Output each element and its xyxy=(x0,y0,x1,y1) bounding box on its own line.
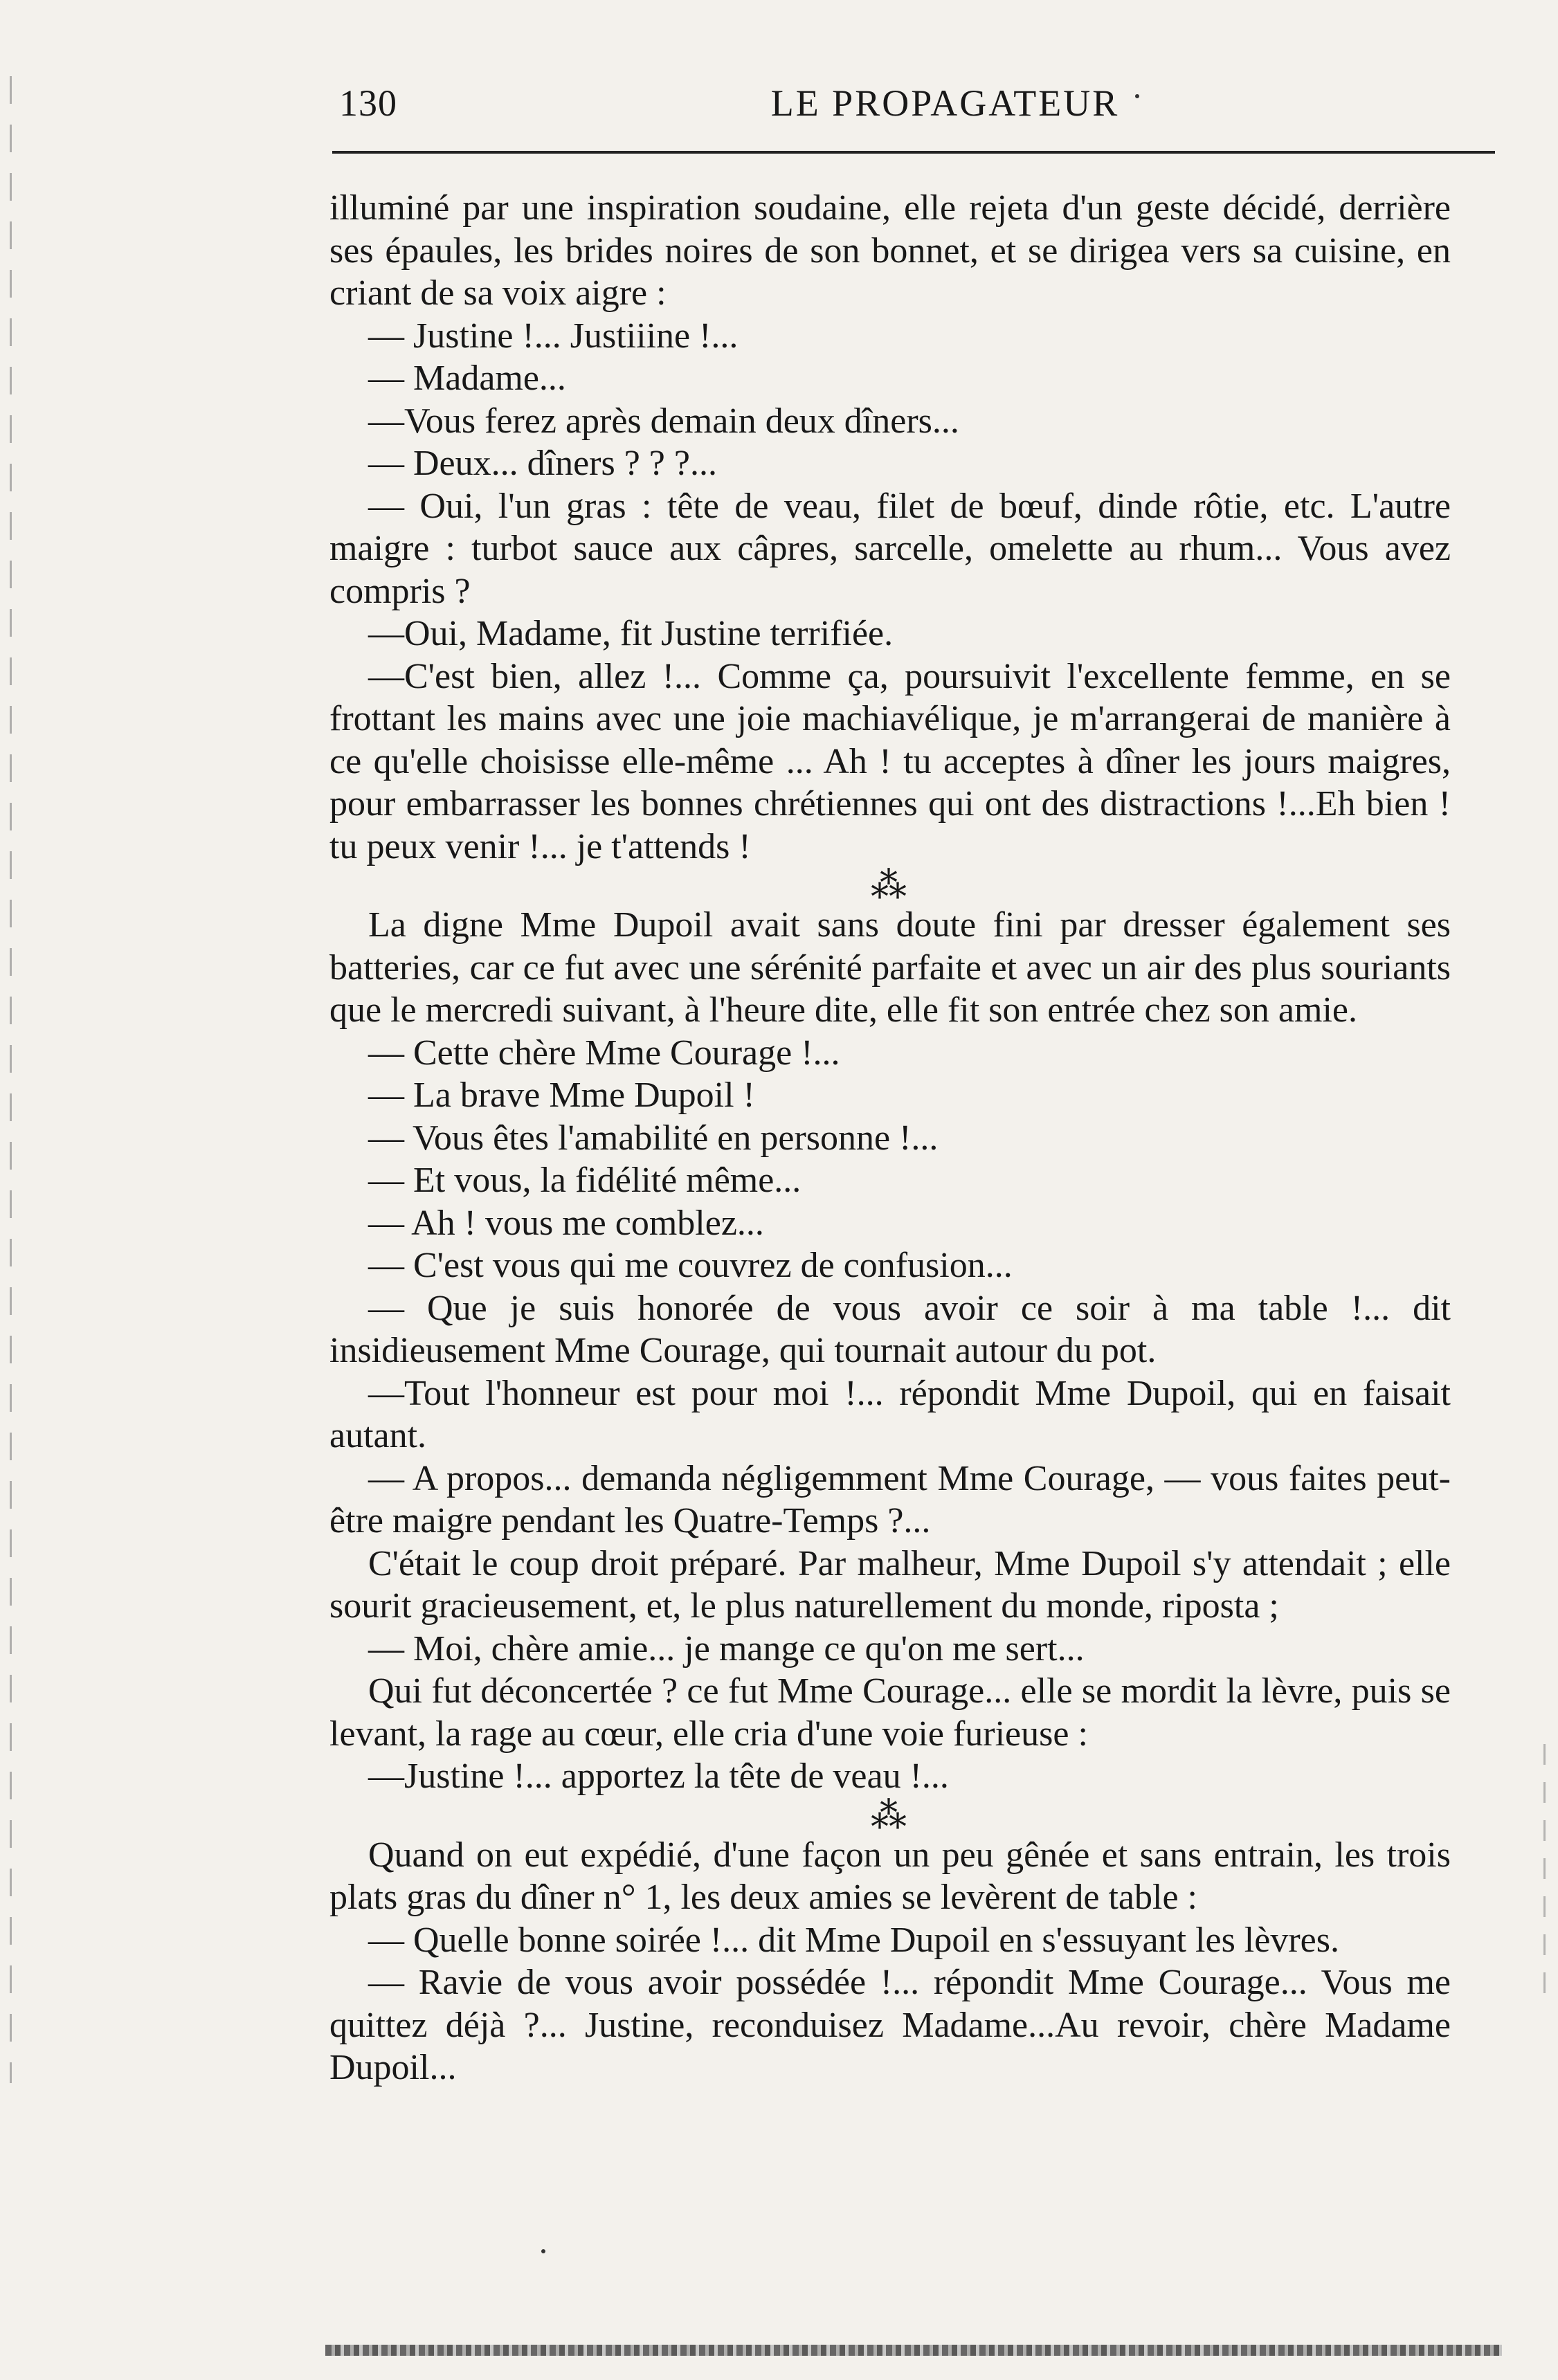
header-rule xyxy=(332,151,1495,154)
dialogue-line: — Moi, chère amie... je mange ce qu'on me sert... xyxy=(368,1628,1085,1669)
dialogue-line: — Cette chère Mme Courage !... xyxy=(368,1033,840,1073)
dialogue-line: —Justine !... apportez la tête de veau !... xyxy=(368,1756,949,1796)
running-title: LE PROPAGATEUR xyxy=(770,82,1120,124)
dialogue-line: —Vous ferez après demain deux dîners... xyxy=(368,401,959,441)
dialogue-line: — Quelle bonne soirée !... dit Mme Dupoil en s'essuyant les lèvres. xyxy=(368,1920,1339,1960)
dialogue-line: — Madame... xyxy=(368,358,566,398)
dialogue-line: — Ravie de vous avoir possédée !... répondit Mme Courage... Vous me quittez déjà ?... Justine, reconduisez Madame...Au revoir, chère Madame Dupoil... xyxy=(329,1963,1451,2087)
paragraph: Quand on eut expédié, d'une façon un peu gênée et sans entrain, les trois plats gras du dîner n° 1, les deux amies se levèrent de table : xyxy=(329,1835,1451,1917)
dialogue-line: —Tout l'honneur est pour moi !... répondit Mme Dupoil, qui en faisait autant. xyxy=(329,1373,1451,1455)
paragraph: La digne Mme Dupoil avait sans doute fini par dresser également ses batteries, car ce fut avec une sérénité parfaite et avec un air des plus souriants que le mercredi suivant, à l'heure dite, elle fit son entrée chez son amie. xyxy=(329,905,1451,1030)
section-asterism: ⁂ xyxy=(871,1796,909,1836)
dialogue-line: — Et vous, la fidélité même... xyxy=(368,1161,801,1200)
dialogue-line: — A propos... demanda négligemment Mme Courage, — vous faites peut-être maigre pendant les Quatre-Temps ?... xyxy=(329,1458,1451,1541)
page-number: 130 xyxy=(339,82,397,124)
dialogue-line: —Oui, Madame, fit Justine terrifiée. xyxy=(368,614,894,653)
page-header xyxy=(325,82,1475,130)
dialogue-line: — Oui, l'un gras : tête de veau, filet de bœuf, dinde rôtie, etc. L'autre maigre : turbot sauce aux câpres, sarcelle, omelette au rhum... Vous avez compris ? xyxy=(329,486,1451,611)
print-speck xyxy=(541,2249,545,2253)
section-asterism: ⁂ xyxy=(871,866,909,906)
paragraph: C'était le coup droit préparé. Par malheur, Mme Dupoil s'y attendait ; elle sourit gracieusement, et, le plus naturellement du monde, riposta ; xyxy=(329,1543,1451,1626)
dialogue-line: — Justine !... Justiiine !... xyxy=(368,316,739,356)
print-speck xyxy=(1135,94,1139,98)
paragraph: illuminé par une inspiration soudaine, elle rejeta d'un geste décidé, derrière ses épaules, les brides noires de son bonnet, et se dirigea vers sa cuisine, en criant de sa voix aigre : xyxy=(329,188,1451,313)
dialogue-line: — Ah ! vous me comblez... xyxy=(368,1203,764,1243)
bottom-scan-rule xyxy=(325,2345,1502,2356)
dialogue-line: — C'est vous qui me couvrez de confusion... xyxy=(368,1246,1013,1285)
dialogue-line: — Vous êtes l'amabilité en personne !... xyxy=(368,1118,939,1158)
dialogue-line: —C'est bien, allez !... Comme ça, poursuivit l'excellente femme, en se frottant les mains avec une joie machiavélique, je m'arrangerai de manière à ce qu'elle choisisse elle-même ... Ah ! tu acceptes à dîner les jours maigres, pour embarrasser les bonnes chrétiennes qui ont des distractions !...Eh bien ! tu peux venir !... je t'attends ! xyxy=(329,656,1451,866)
paragraph: Qui fut déconcertée ? ce fut Mme Courage... elle se mordit la lèvre, puis se levant, la rage au cœur, elle cria d'une voie furieuse : xyxy=(329,1671,1451,1754)
page-edge-marks-right xyxy=(1543,1744,1546,2007)
dialogue-line: — Deux... dîners ? ? ?... xyxy=(368,444,717,483)
dialogue-line: — Que je suis honorée de vous avoir ce soir à ma table !... dit insidieusement Mme Courage, qui tournait autour du pot. xyxy=(329,1288,1451,1370)
article-body xyxy=(329,187,1451,2089)
dialogue-line: — La brave Mme Dupoil ! xyxy=(368,1075,755,1115)
page-edge-marks-left xyxy=(10,76,12,2083)
